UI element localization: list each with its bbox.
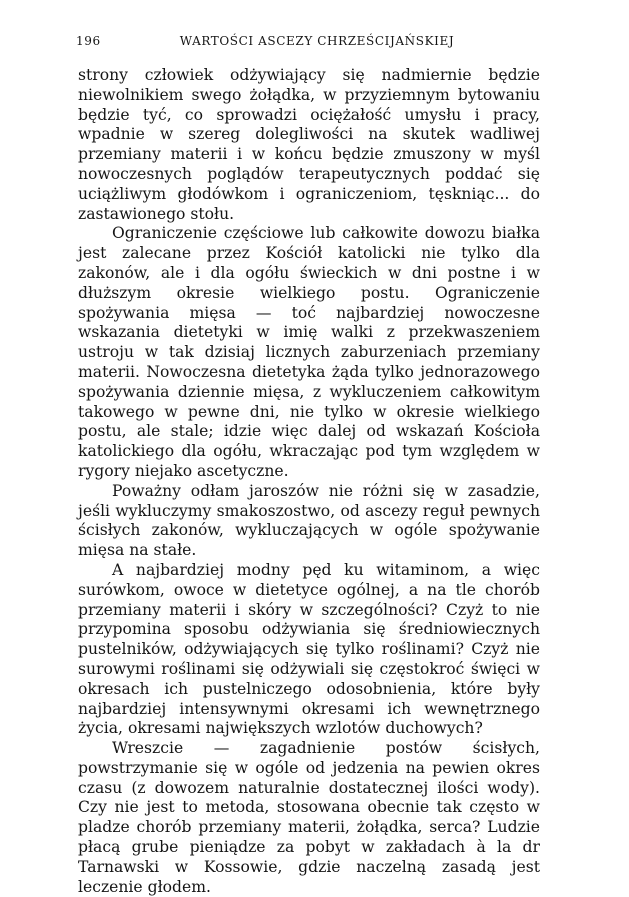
page-number: 196 bbox=[76, 34, 101, 48]
page-header bbox=[76, 34, 538, 54]
paragraph-5: Wreszcie — zagadnienie postów ścisłych, powstrzymanie się w ogóle od jedzenia na pewien okres czasu (z dowozem naturalnie dostatecznej ilości wody). Czy nie jest to metoda, stosowana obecnie tak często w pladze chorób przemiany materii, żołądka, serca? Ludzie płacą grube pieniądze za pobyt w zakładach à la dr Tarnawski w Kossowie, gdzie naczelną zasadą jest leczenie głodem. bbox=[78, 739, 540, 896]
body-text bbox=[78, 66, 540, 897]
running-head: WARTOŚCI ASCEZY CHRZEŚCIJAŃSKIEJ bbox=[179, 34, 455, 48]
paragraph-1: strony człowiek odżywiający się nadmiernie będzie niewolnikiem swego żołądka, w przyziemnym bytowaniu będzie tyć, co sprowadzi ociężałość umysłu i pracy, wpadnie w szereg dolegliwości na skutek wadliwej przemiany materii i w końcu będzie zmuszony w myśl nowoczesnych poglądów terapeutycznych poddać się uciążliwym głodówkom i ograniczeniom, tęskniąc... do zastawionego stołu. bbox=[78, 66, 540, 223]
paragraph-4: A najbardziej modny pęd ku witaminom, a więc surówkom, owoce w dietetyce ogólnej, a na tle chorób przemiany materii i skóry w szczególności? Czyż to nie przypomina sposobu odżywiania się średniowiecznych pustelników, odżywiających się tylko roślinami? Czyż nie surowymi roślinami się odżywiali się częstokroć święci w okresach ich pustelniczego odosobnienia, które były najbardziej intensywnymi okresami ich wewnętrznego życia, okresami największych wzlotów duchowych? bbox=[78, 560, 540, 738]
paragraph-3: Poważny odłam jaroszów nie różni się w zasadzie, jeśli wykluczymy smakoszostwo, od ascezy reguł pewnych ścisłych zakonów, wykluczających w ogóle spożywanie mięsa na stałe. bbox=[78, 481, 540, 560]
paragraph-2: Ograniczenie częściowe lub całkowite dowozu białka jest zalecane przez Kościół katolicki nie tylko dla zakonów, ale i dla ogółu świeckich w dni postne i w dłuższym okresie wielkiego postu. Ograniczenie spożywania mięsa — toć najbardziej nowoczesne wskazania dietetyki w imię walki z przekwaszeniem ustroju w tak dzisiaj licznych zaburzeniach przemiany materii. Nowoczesna dietetyka żąda tylko jednorazowego spożywania dziennie mięsa, z wykluczeniem całkowitym takowego w pewne dni, nie tylko w okresie wielkiego postu, ale stale; idzie więc dalej od wskazań Kościoła katolickiego dla ogółu, wkraczając pod tym względem w rygory niejako ascetyczne. bbox=[78, 224, 540, 480]
